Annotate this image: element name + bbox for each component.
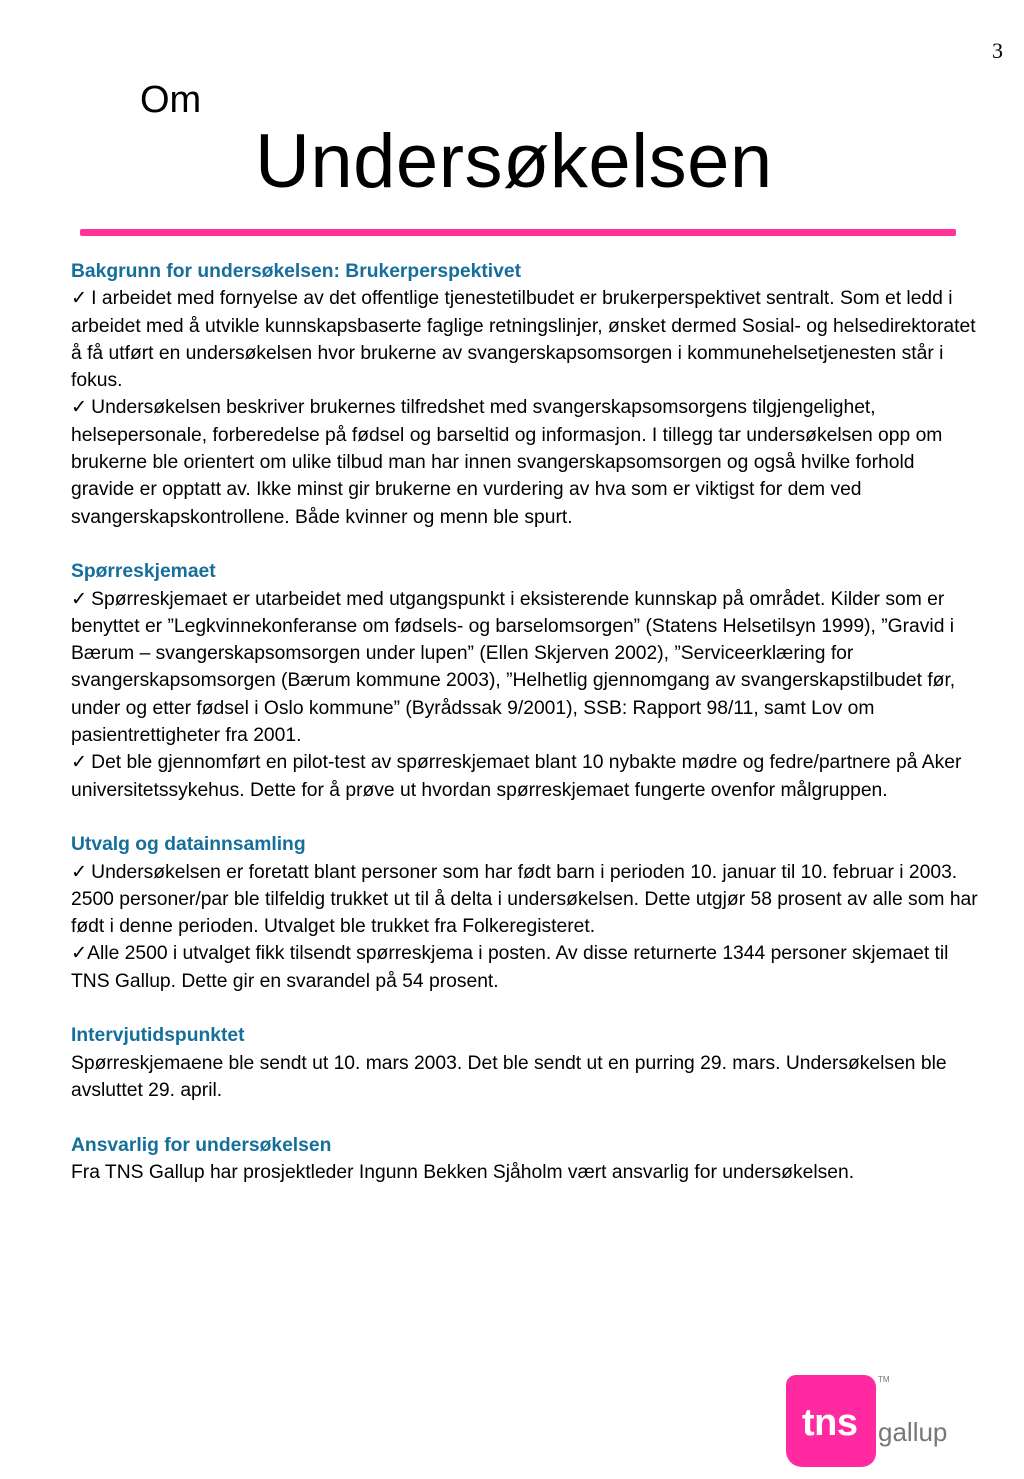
check-icon: ✓ [71,943,88,965]
bullet-paragraph [71,285,981,394]
section-heading: Ansvarlig for undersøkelsen [71,1134,332,1156]
section-responsible [71,1132,981,1187]
section-background [71,258,981,531]
bullet-paragraph [71,586,981,750]
logo-gallup-text: gallup [878,1417,948,1447]
section-questionnaire [71,558,981,804]
check-icon: ✓ [71,861,88,883]
check-icon: ✓ [71,397,88,419]
paragraph-text: I arbeidet med fornyelse av det offentlige tjenestetilbudet er brukerperspektivet sentralt. Som et ledd i arbeidet med å utvikle kunnskapsbaserte faglige retningslinjer, ønsket dermed Sosial- og helsedirektoratet å få utført en undersøkelsen hvor brukerne av svangerskapsomsorgen i kommunehelsetjenesten står i fokus. [71,288,976,392]
bullet-paragraph [71,940,981,995]
paragraph-text: Spørreskjemaet er utarbeidet med utgangspunkt i eksisterende kunnskap på området. Kilder som er benyttet er ”Legkvinnekonferanse om fødsels- og barselomsorgen” (Statens Helsetilsyn 1999), ”Gravid i Bærum – svangerskapsomsorgen under lupen” (Ellen Skjerven 2002), ”Serviceerklæring for svangerskapsomsorgen (Bærum kommune 2003), ”Helhetlig gjennomgang av svangerskapstilbudet før, under og etter fødsel i Oslo kommune” (Byrådssak 9/2001), SSB: Rapport 98/11, samt Lov om pasientrettigheter fra 2001. [71,588,956,747]
paragraph-text: Spørreskjemaene ble sendt ut 10. mars 2003. Det ble sendt ut en purring 29. mars. Undersøkelsen ble avsluttet 29. april. [71,1052,947,1101]
section-heading: Intervjutidspunktet [71,1025,245,1047]
section-interview-time [71,1022,981,1104]
bullet-paragraph [71,394,981,530]
paragraph-text: Undersøkelsen er foretatt blant personer som har født barn i perioden 10. januar til 10. februar i 2003. 2500 personer/par ble tilfeldig trukket ut til å delta i undersøkelsen. Dette utgjør 58 prosent av alle som har født i denne perioden. Utvalget ble trukket fra Folkeregisteret. [71,861,978,938]
section-sampling [71,831,981,995]
page-number: 3 [992,38,1003,63]
section-heading: Bakgrunn for undersøkelsen: Brukerperspektivet [71,261,522,282]
document-body [71,258,981,1213]
paragraph-text: Fra TNS Gallup har prosjektleder Ingunn Bekken Sjåholm vært ansvarlig for undersøkelsen. [71,1161,855,1183]
bullet-paragraph [71,749,981,804]
section-heading: Spørreskjemaet [71,561,216,583]
paragraph-text: Det ble gjennomført en pilot-test av spørreskjemaet blant 10 nybakte mødre og fedre/partnere på Aker universitetssykehus. Dette for å prøve ut hvordan spørreskjemaet fungerte ovenfor målgruppen. [71,752,962,801]
logo-block [786,1375,876,1467]
check-icon: ✓ [71,288,88,310]
accent-rule [80,229,956,236]
page-title: Undersøkelsen [255,119,773,204]
bullet-paragraph [71,859,981,941]
title-prefix: Om [140,79,202,121]
check-icon: ✓ [71,752,88,774]
tns-gallup-logo [786,1375,966,1467]
check-icon: ✓ [71,588,88,610]
paragraph-text: Undersøkelsen beskriver brukernes tilfredshet med svangerskapsomsorgens tilgjengelighet, helsepersonale, forberedelse på fødsel og barseltid og informasjon. I tillegg tar undersøkelsen opp om brukerne ble orientert om ulike tilbud man har innen svangerskapsomsorgen og også hvilke forhold gravide er opptatt av. Ikke minst gir brukerne en vurdering av hva som er viktigst for dem ved svangerskapskontrollene. Både kvinner og menn ble spurt. [71,397,943,528]
paragraph-text: Alle 2500 i utvalget fikk tilsendt spørreskjema i posten. Av disse returnerte 1344 personer skjemaet til TNS Gallup. Dette gir en svarandel på 54 prosent. [71,943,949,992]
logo-trademark: TM [878,1375,890,1384]
section-heading: Utvalg og datainnsamling [71,834,306,856]
logo-tns-text: tns [802,1402,858,1444]
